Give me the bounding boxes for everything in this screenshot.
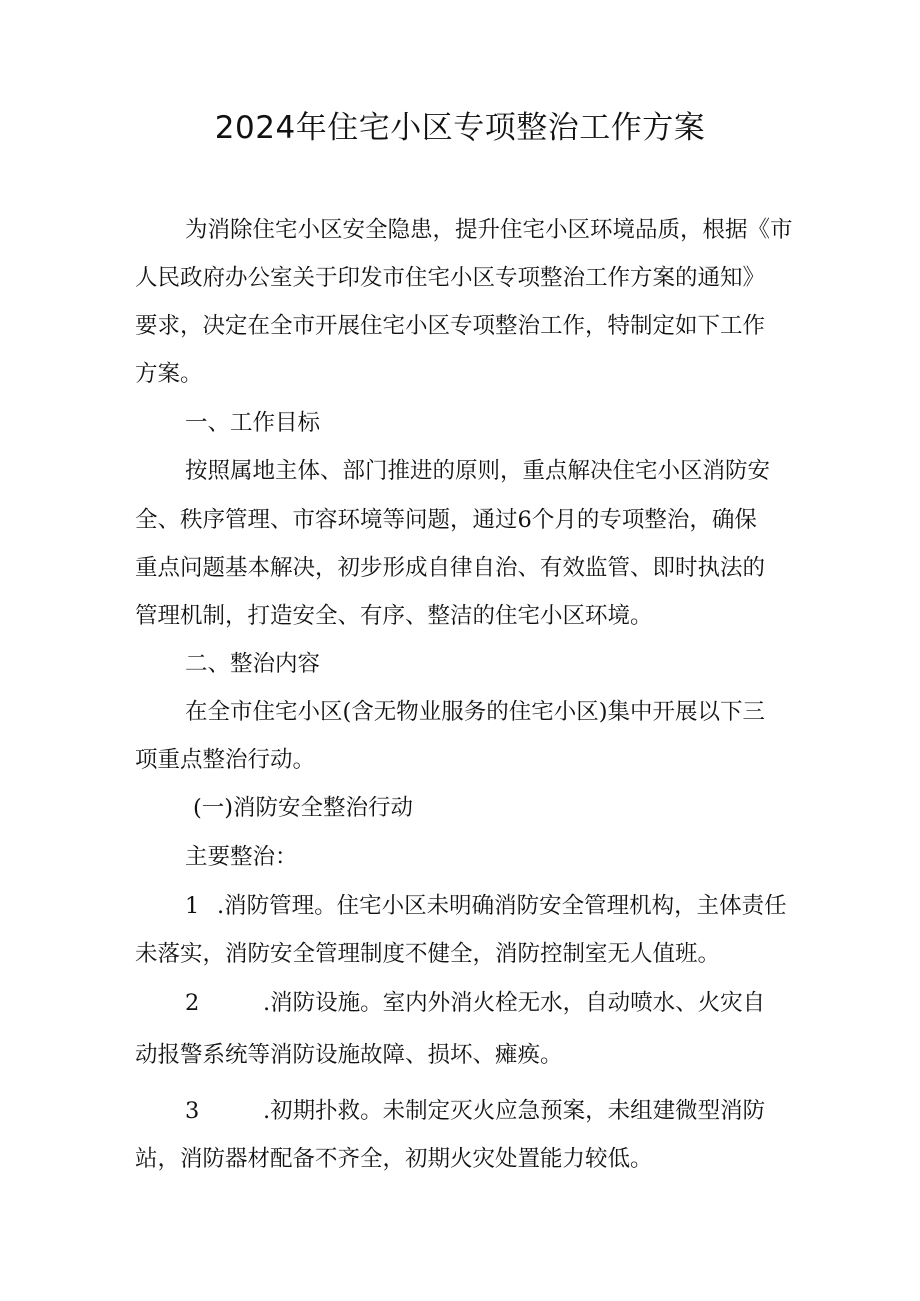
intro-line-4: 方案。 bbox=[135, 361, 203, 387]
section-1-line-4: 管理机制，打造安全、有序、整洁的住宅小区环境。 bbox=[135, 603, 653, 629]
item-2-line-2: 动报警系统等消防设施故障、损坏、瘫痪。 bbox=[135, 1042, 563, 1068]
item-2-text: .消防设施。室内外消火栓无水，自动喷水、火灾自 bbox=[263, 990, 766, 1016]
item-1-number: 1 bbox=[185, 893, 200, 919]
item-2-number: 2 bbox=[185, 990, 200, 1016]
item-2-line-1 bbox=[185, 985, 765, 1021]
item-3-text: .初期扑救。未制定灭火应急预案，未组建微型消防 bbox=[263, 1098, 766, 1124]
section-1-heading: 一、工作目标 bbox=[185, 410, 321, 436]
section-1-line-1: 按照属地主体、部门推进的原则，重点解决住宅小区消防安 bbox=[185, 458, 771, 484]
section-1-line-3: 重点问题基本解决，初步形成自律自治、有效监管、即时执法的 bbox=[135, 555, 766, 581]
item-3-line-2: 站，消防器材配备不齐全，初期火灾处置能力较低。 bbox=[135, 1146, 653, 1172]
intro-line-1: 为消除住宅小区安全隐患，提升住宅小区环境品质，根据《市 bbox=[185, 217, 793, 243]
main-label: 主要整治： bbox=[185, 844, 298, 870]
subsection-1-heading: (一)消防安全整治行动 bbox=[193, 795, 414, 821]
intro-line-3: 要求，决定在全市开展住宅小区专项整治工作，特制定如下工作 bbox=[135, 313, 766, 339]
intro-line-2: 人民政府办公室关于印发市住宅小区专项整治工作方案的通知》 bbox=[135, 265, 766, 291]
section-1-line-2: 全、秩序管理、市容环境等问题，通过6个月的专项整治，确保 bbox=[135, 507, 757, 533]
section-2-line-2: 项重点整治行动。 bbox=[135, 747, 316, 773]
item-3-line-1 bbox=[185, 1093, 765, 1129]
item-3-number: 3 bbox=[185, 1098, 200, 1124]
section-2-heading: 二、整治内容 bbox=[185, 651, 321, 677]
item-1-line-2: 未落实，消防安全管理制度不健全，消防控制室无人值班。 bbox=[135, 941, 721, 967]
item-1-line-1 bbox=[185, 888, 787, 924]
section-2-line-1: 在全市住宅小区(含无物业服务的住宅小区)集中开展以下三 bbox=[185, 699, 766, 725]
document-title: 2024年住宅小区专项整治工作方案 bbox=[214, 110, 706, 146]
item-1-text: .消防管理。住宅小区未明确消防安全管理机构，主体责任 bbox=[217, 893, 787, 919]
